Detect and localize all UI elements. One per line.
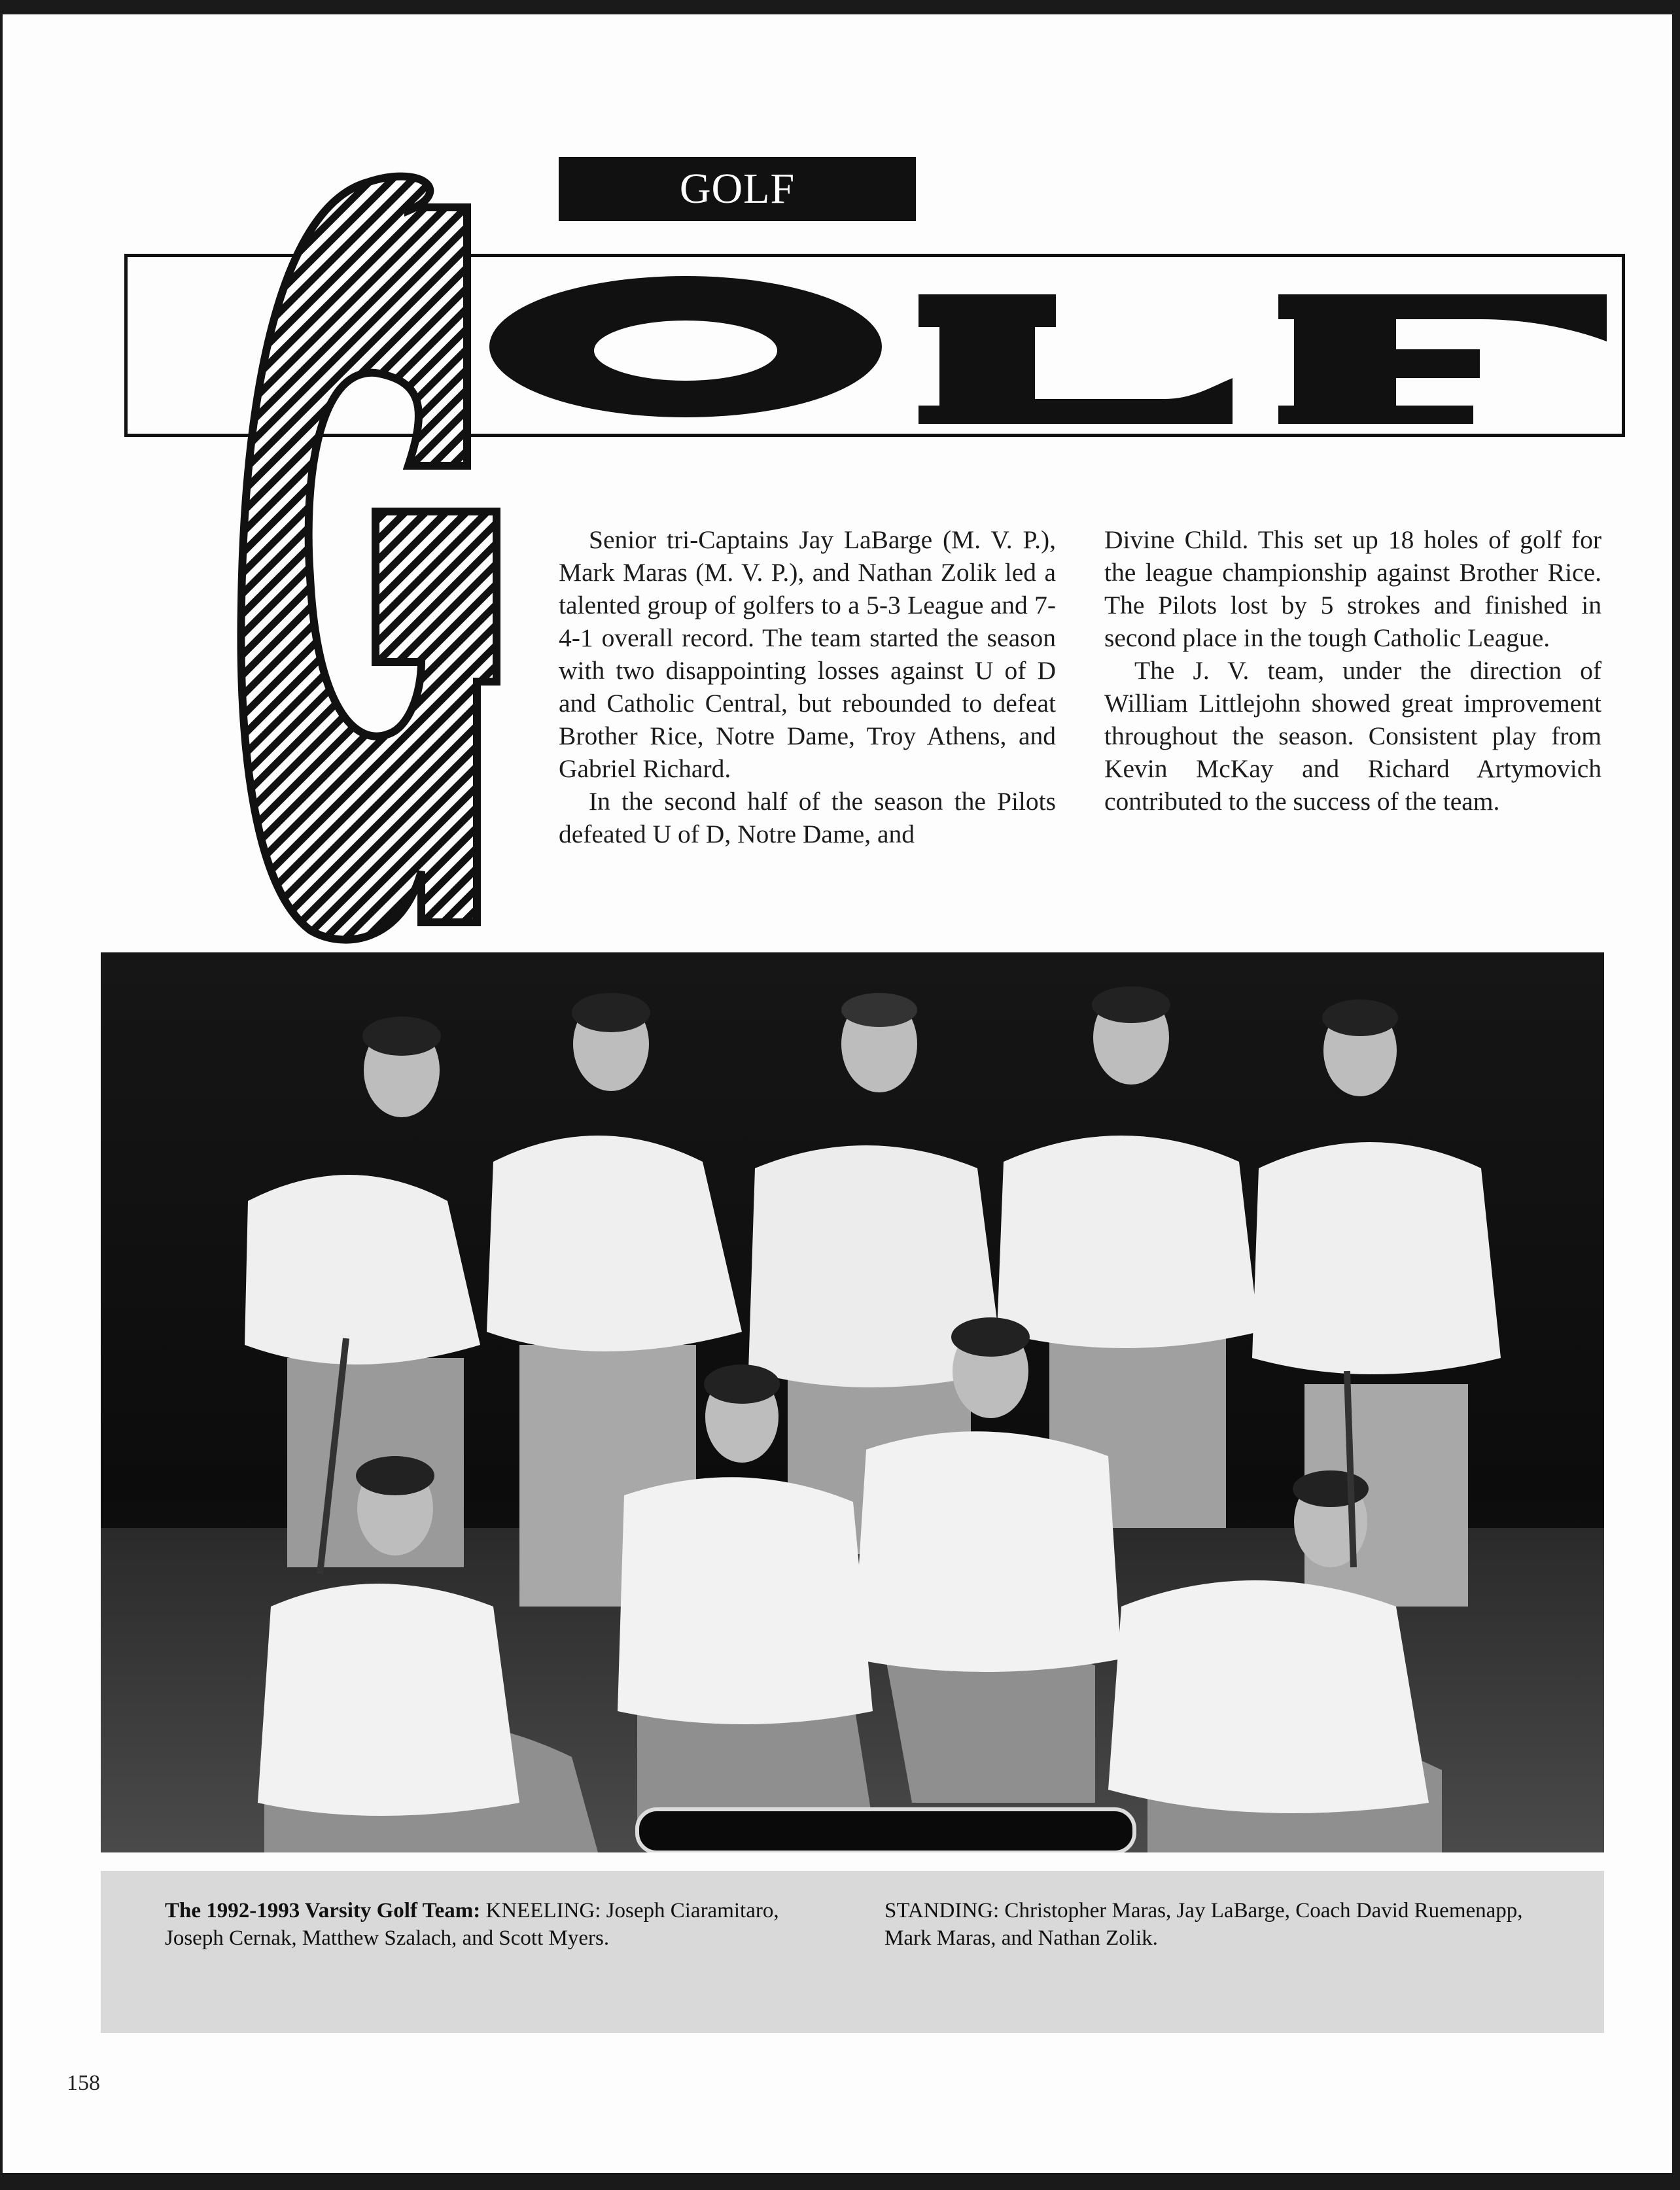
title-letter-f bbox=[1278, 294, 1607, 424]
team-photo bbox=[101, 952, 1604, 1852]
caption-standing-text: STANDING: Christopher Maras, Jay LaBarge, Coach David Ruemenapp, Mark Maras, and Nathan Zolik. bbox=[884, 1899, 1523, 1950]
caption-kneeling-text: KNEELING: Joseph Ciaramitaro, Joseph Cernak, Matthew Szalach, and Scott Myers. bbox=[165, 1899, 779, 1950]
article-left-column bbox=[559, 523, 1056, 850]
title-letter-o bbox=[489, 276, 882, 417]
article-paragraph: The J. V. team, under the direction of William Littlejohn showed great improvement throughout the season. Consistent play from Kevin McKay and Richard Artymovich contributed to the success of the team. bbox=[1104, 656, 1601, 816]
article-paragraph: Divine Child. This set up 18 holes of golf for the league championship against Brother Rice. The Pilots lost by 5 strokes and finished in second place in the tough Catholic League. bbox=[1104, 525, 1601, 652]
title-letter-l bbox=[919, 294, 1233, 424]
section-label-text: GOLF bbox=[679, 165, 796, 213]
photo-caption-box bbox=[101, 1871, 1604, 2033]
caption-lead: The 1992-1993 Varsity Golf Team: bbox=[165, 1899, 481, 1922]
team-photo-illustration bbox=[101, 952, 1604, 1852]
caption-standing bbox=[884, 1897, 1539, 1952]
caption-kneeling bbox=[165, 1897, 819, 1952]
yearbook-page bbox=[3, 14, 1672, 2173]
page-number: 158 bbox=[67, 2071, 100, 2095]
article-right-column bbox=[1104, 523, 1601, 818]
title-letter-g bbox=[241, 177, 497, 940]
article-paragraph: In the second half of the season the Pilots defeated U of D, Notre Dame, and bbox=[559, 787, 1056, 848]
golf-bag bbox=[637, 1809, 1134, 1852]
article-paragraph: Senior tri-Captains Jay LaBarge (M. V. P.), Mark Maras (M. V. P.), and Nathan Zolik led a talented group of golfers to a 5-3 League and 7-4-1 overall record. The team started the season with two disappointing losses against U of D and Catholic Central, but rebounded to defeat Brother Rice, Notre Dame, Troy Athens, and Gabriel Richard. bbox=[559, 525, 1056, 783]
